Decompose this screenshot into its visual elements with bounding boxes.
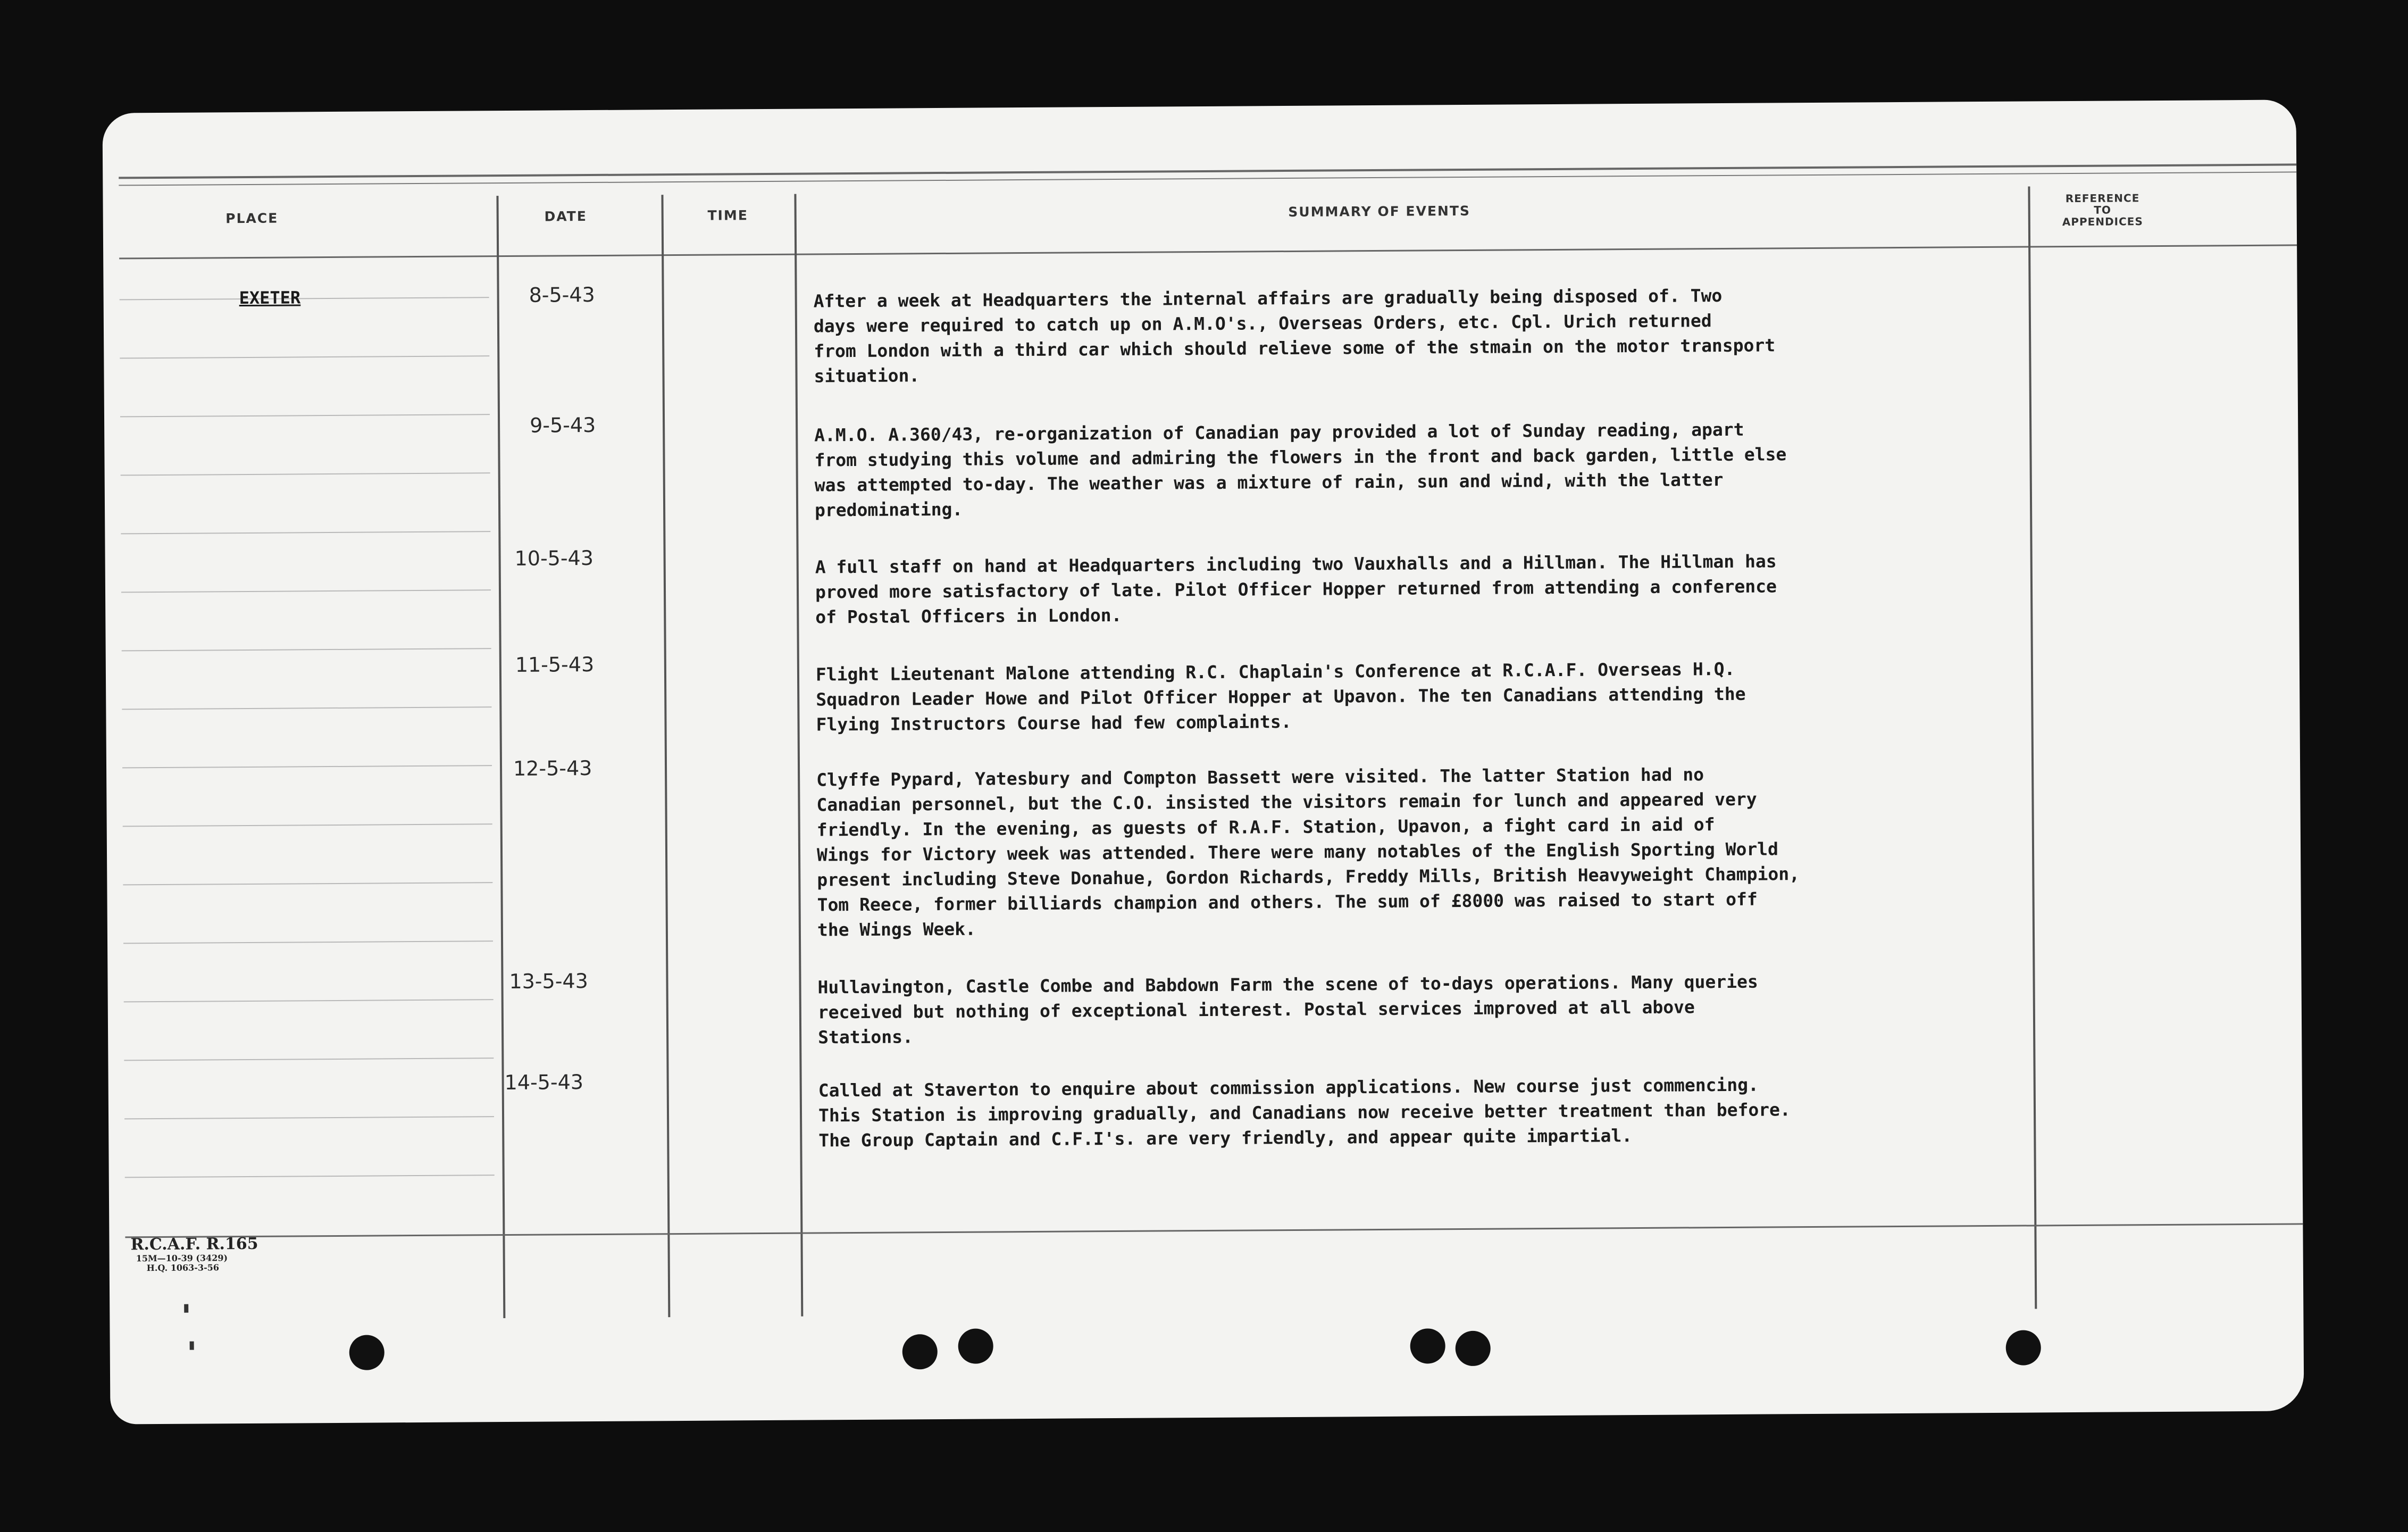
entry-date: 13-5-43 — [509, 969, 588, 993]
entry-text: After a week at Headquarters the internal affairs are gradually being disposed of. Two days were required to catch up on A.M.O's., Overseas Orders, etc. Cpl. Urich returned from London with a third car which should relieve some of the stmain on the motor transport situation. — [813, 285, 1776, 387]
entry-date: 11-5-43 — [515, 652, 595, 677]
entry-date: 12-5-43 — [513, 756, 592, 780]
entry-text: Flight Lieutenant Malone attending R.C. Chaplain's Conference at R.C.A.F. Overseas H.Q. Squadron Leader Howe and Pilot Officer Hopper at Upavon. The ten Canadians attending the Flying Instructors Course had few complaints. — [815, 658, 1746, 735]
entry-date: 14-5-43 — [504, 1070, 584, 1095]
header-place: PLACE — [225, 210, 279, 227]
header-time: TIME — [707, 207, 748, 223]
entry-text: Clyffe Pypard, Yatesbury and Compton Bassett were visited. The latter Station had no Canadian personnel, but the C.O. insisted the visitors remain for lunch and appeared very friendly. In the evening, as guests of R.A.F. Station, Upavon, a fight card in aid of Wings for Victory week was attended. There were many notables of the English Sporting World present including Steve Donahue, Gordon Richards, Freddy Mills, British Heavyweight Champion, Tom Reece, former billiards champion and others. The sum of £8000 was raised to start off the Wings Week. — [816, 764, 1800, 940]
punch-hole — [2006, 1330, 2041, 1365]
entry-date: 8-5-43 — [529, 282, 595, 307]
diary-sheet — [103, 99, 2304, 1424]
header-summary: SUMMARY OF EVENTS — [1288, 203, 1471, 220]
punch-hole — [1410, 1328, 1445, 1363]
entry-date: 9-5-43 — [529, 413, 596, 437]
header-rule — [119, 244, 2297, 259]
column-divider-time — [794, 194, 803, 1317]
entry-text: Called at Staverton to enquire about commission applications. New course just commencing. This Station is improving gradually, and Canadians now receive better treatment than before. The Group Captain and C.F.I's. are very friendly, and appear quite impartial. — [818, 1074, 1791, 1151]
punch-hole — [902, 1334, 938, 1369]
column-divider-place — [496, 196, 505, 1318]
top-rule — [119, 163, 2296, 179]
column-divider-date — [661, 195, 670, 1317]
header-reference: REFERENCE TO APPENDICES — [2062, 192, 2143, 229]
punch-hole — [349, 1335, 384, 1370]
entry-text: Hullavington, Castle Combe and Babdown Farm the scene of to-days operations. Many queries received but nothing of exceptional interest. Postal services improved at all above Stations. — [817, 971, 1758, 1048]
top-rule-2 — [119, 171, 2296, 186]
punch-hole — [958, 1328, 993, 1363]
punch-hole — [1456, 1331, 1491, 1366]
entry-date: 10-5-43 — [514, 546, 594, 570]
bottom-rule — [125, 1223, 2303, 1238]
header-date: DATE — [544, 209, 587, 224]
place-exeter: EXETER — [239, 287, 301, 309]
ink-mark — [184, 1304, 188, 1313]
ink-mark — [190, 1342, 194, 1350]
form-code: R.C.A.F. R.165 15M—10-39 (3429) H.Q. 1063-3-56 — [130, 1234, 258, 1273]
entry-text: A.M.O. A.360/43, re-organization of Canadian pay provided a lot of Sunday reading, apart from studying this volume and admiring the flowers in the front and back garden, little else was attempted to-day. The weather was a mixture of rain, sun and wind, with the latter predominating. — [814, 419, 1787, 521]
entry-text: A full staff on hand at Headquarters including two Vauxhalls and a Hillman. The Hillman has proved more satisfactory of late. Pilot Officer Hopper returned from attending a conference of Postal Officers in London. — [815, 551, 1777, 628]
